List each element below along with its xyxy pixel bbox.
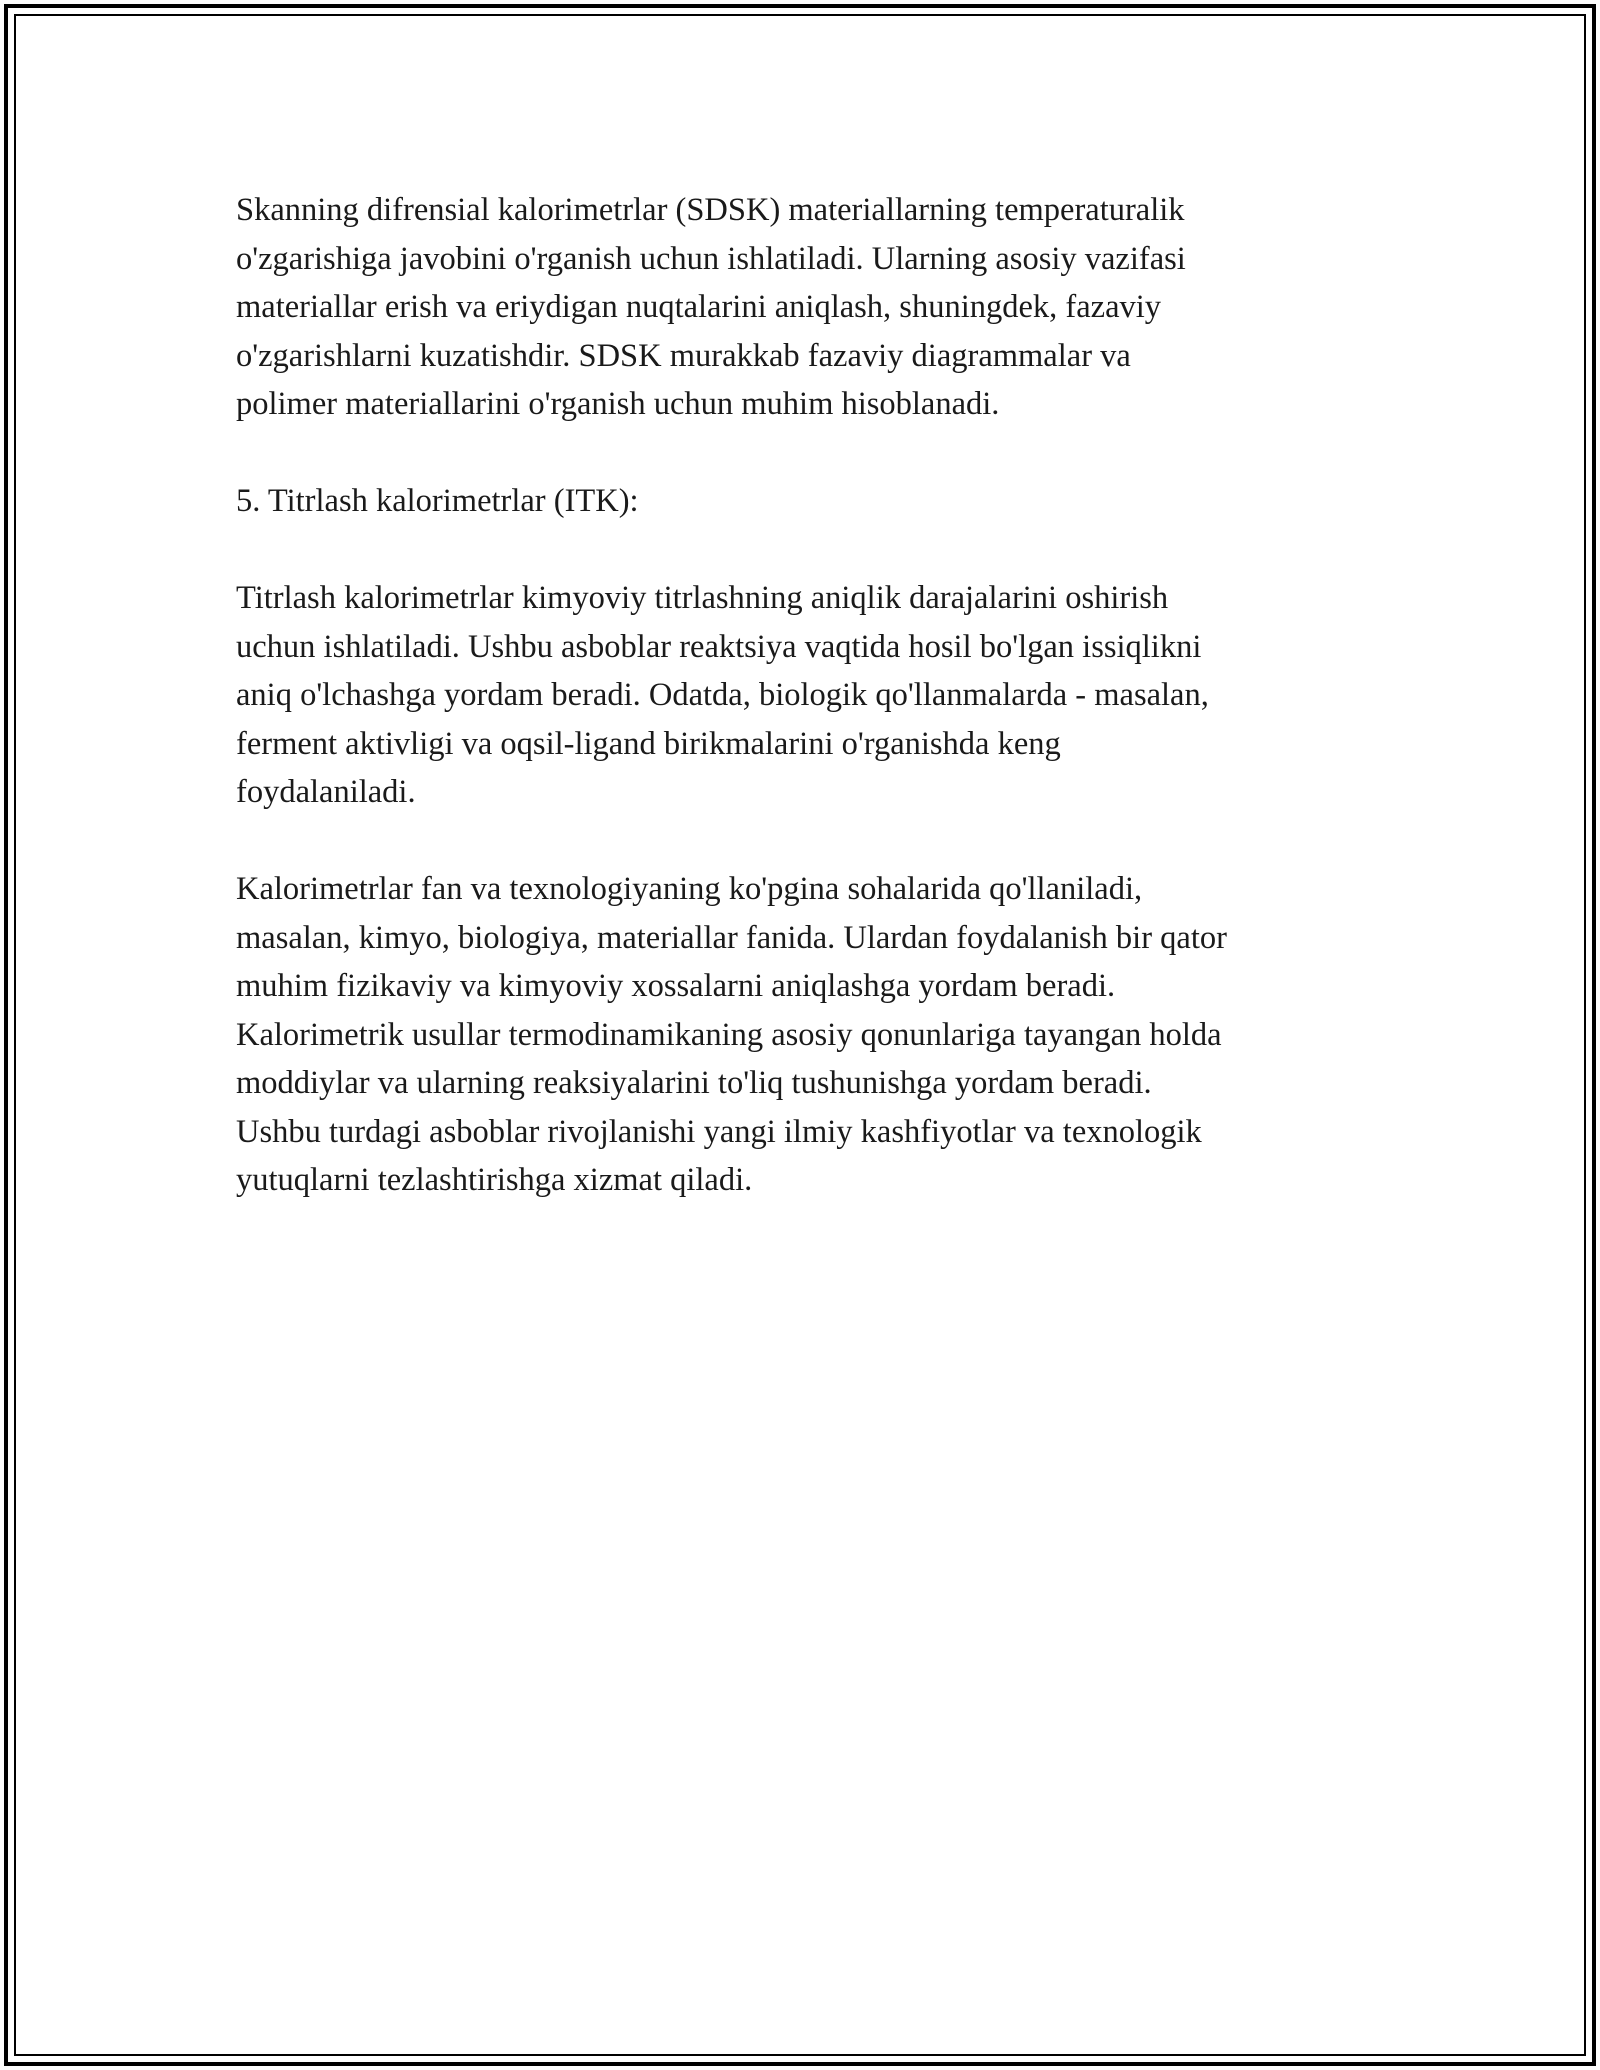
paragraph-sdsk: Skanning difrensial kalorimetrlar (SDSK) materiallarning temperaturalik o'zgarishiga javobini o'rganish uchun ishlatiladi. Ularning asosiy vazifasi materiallar erish va eriydigan nuqtalarini aniqlash, shuningdek, fazaviy o'zgarishlarni kuzatishdir. SDSK murakkab fazaviy diagrammalar va polimer materiallarini o'rganish uchun muhim hisoblanadi.: [236, 192, 1186, 422]
paragraph-spacer: [236, 526, 1416, 575]
section-heading-itk: 5. Titrlash kalorimetrlar (ITK):: [236, 483, 639, 519]
document-body: [236, 186, 1416, 1205]
paragraph-itk: Titrlash kalorimetrlar kimyoviy titrlashning aniqlik darajalarini oshirish uchun ishlatiladi. Ushbu asboblar reaktsiya vaqtida hosil bo'lgan issiqlikni aniq o'lchashga yordam beradi. Odatda, biologik qo'llanmalarda - masalan, ferment aktivligi va oqsil-ligand birikmalarini o'rganishda keng foydalaniladi.: [236, 580, 1209, 810]
paragraph-spacer: [236, 429, 1416, 478]
paragraph-spacer: [236, 817, 1416, 866]
paragraph-conclusion: Kalorimetrlar fan va texnologiyaning ko'pgina sohalarida qo'llaniladi, masalan, kimyo, biologiya, materiallar fanida. Ulardan foydalanish bir qator muhim fizikaviy va kimyoviy xossalarni aniqlashga yordam beradi. Kalorimetrik usullar termodinamikaning asosiy qonunlariga tayangan holda moddiylar va ularning reaksiyalarini to'liq tushunishga yordam beradi. Ushbu turdagi asboblar rivojlanishi yangi ilmiy kashfiyotlar va texnologik yutuqlarni tezlashtirishga xizmat qiladi.: [236, 871, 1227, 1198]
